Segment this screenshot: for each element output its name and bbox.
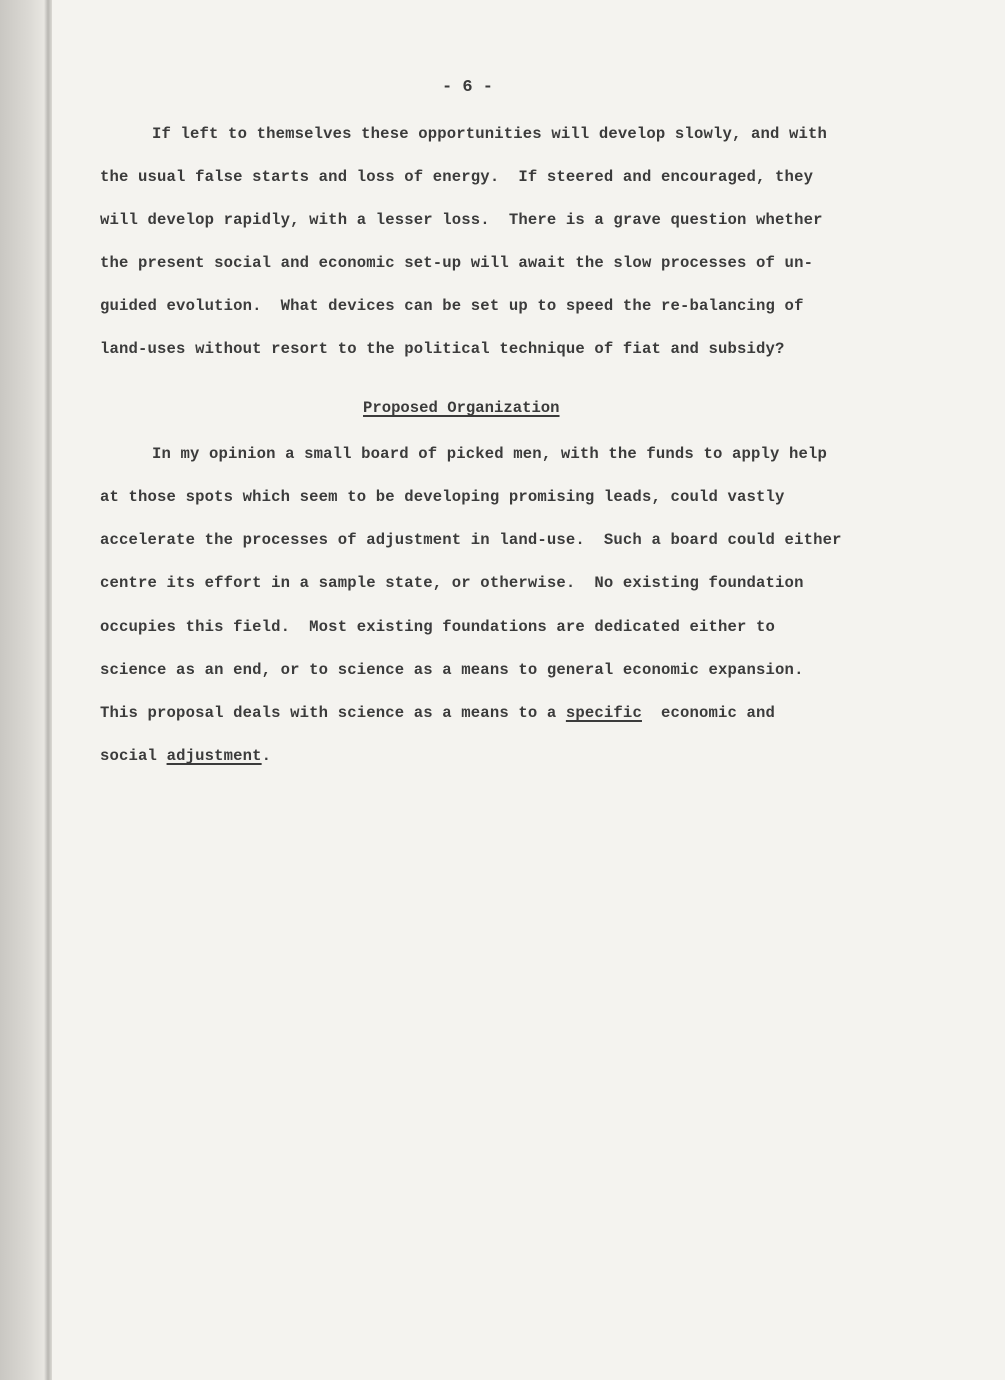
paragraph-2-line-1: In my opinion a small board of picked men, with the funds to apply help bbox=[152, 445, 828, 463]
line-8-text: social bbox=[100, 747, 167, 765]
binding-edge bbox=[0, 0, 60, 1380]
paragraph-1-line-4: the present social and economic set-up will await the slow processes of un- bbox=[100, 254, 814, 272]
section-heading: Proposed Organization bbox=[363, 399, 560, 417]
paragraph-1-line-2: the usual false starts and loss of energy. If steered and encouraged, they bbox=[100, 168, 814, 186]
emphasis-adjustment: adjustment bbox=[166, 747, 262, 765]
line-7-text: This proposal deals with science as a means to a bbox=[100, 704, 566, 722]
paragraph-2-line-6: science as an end, or to science as a means to general economic expansion. bbox=[100, 661, 804, 679]
paragraph-2-line-2: at those spots which seem to be developing promising leads, could vastly bbox=[100, 488, 785, 506]
paragraph-2-line-4: centre its effort in a sample state, or otherwise. No existing foundation bbox=[100, 574, 804, 592]
emphasis-specific: specific bbox=[565, 704, 642, 722]
line-7-tail: economic and bbox=[641, 704, 776, 722]
document-page bbox=[52, 0, 1005, 1380]
paragraph-2-line-7 bbox=[100, 703, 775, 723]
page-number: - 6 - bbox=[442, 78, 494, 97]
paragraph-2-line-8 bbox=[100, 746, 271, 766]
paragraph-1-line-5: guided evolution. What devices can be set up to speed the re-balancing of bbox=[100, 297, 804, 315]
paragraph-2-line-5: occupies this field. Most existing foundations are dedicated either to bbox=[100, 618, 776, 636]
paragraph-1-line-6: land-uses without resort to the political technique of fiat and subsidy? bbox=[100, 340, 785, 358]
paragraph-1-line-1: If left to themselves these opportunities will develop slowly, and with bbox=[152, 125, 828, 143]
line-8-tail: . bbox=[261, 747, 272, 765]
paragraph-1-line-3: will develop rapidly, with a lesser loss. There is a grave question whether bbox=[100, 211, 823, 229]
paragraph-2-line-3: accelerate the processes of adjustment in land-use. Such a board could either bbox=[100, 531, 842, 549]
